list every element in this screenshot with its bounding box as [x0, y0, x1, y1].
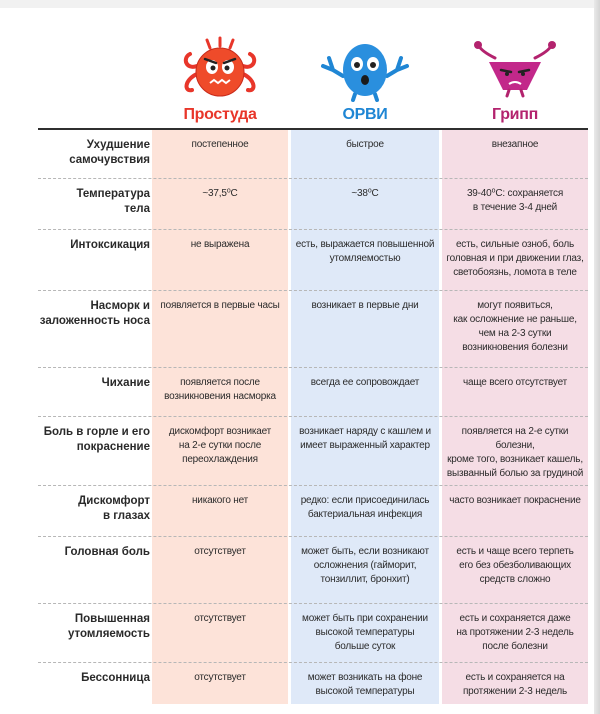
- table-row: [38, 130, 588, 179]
- table-row: [38, 417, 588, 486]
- table-row: [38, 663, 588, 703]
- flu-value: появляется на 2-е сутки болезни, кроме того, возникает кашель, вызванный болью за грудиной: [446, 426, 584, 479]
- table-row: [38, 537, 588, 604]
- arvi-value: возникает в первые дни: [311, 300, 419, 311]
- row-label: Чихание: [101, 377, 150, 389]
- cold-value: не выражена: [190, 239, 250, 250]
- arvi-value: всегда ее сопровождает: [310, 377, 420, 388]
- flu-value: могут появиться, как осложнение не раньше, чем на 2-3 сутки возникновения болезни: [453, 300, 577, 353]
- flu-value: часто возникает покраснение: [449, 495, 581, 506]
- row-label: Интоксикация: [70, 239, 150, 251]
- right-edge-shadow: [594, 0, 600, 714]
- arvi-value: может возникать на фоне высокой температуры: [307, 672, 423, 697]
- arvi-value: может быть при сохранении высокой температуры больше суток: [302, 613, 428, 652]
- cold-value: постепенное: [191, 139, 249, 150]
- row-label: Насморк и заложенность носа: [39, 300, 150, 327]
- flu-value: внезапное: [491, 139, 539, 150]
- blue-virus-icon: [315, 36, 415, 102]
- cold-value: отсутствует: [194, 613, 246, 624]
- cold-value: никакого нет: [191, 495, 248, 506]
- arvi-value: есть, выражается повышенной утомляемостью: [295, 239, 435, 264]
- table-row: [38, 486, 588, 537]
- row-label: Головная боль: [64, 546, 150, 558]
- arvi-value: возникает наряду с кашлем и имеет выраженный характер: [299, 426, 431, 451]
- row-label: Боль в горле и его покраснение: [43, 426, 150, 453]
- top-shade: [0, 0, 600, 8]
- arvi-value: ~38⁰С: [351, 188, 379, 199]
- arvi-value: может быть, если возникают осложнения (гайморит, тонзиллит, бронхит): [301, 546, 429, 585]
- column-title-arvi: ОРВИ: [342, 106, 388, 123]
- cold-value: дискомфорт возникает на 2-е сутки после переохлаждения: [168, 426, 272, 465]
- row-label: Повышенная утомляемость: [68, 613, 150, 640]
- flu-value: есть, сильные озноб, боль головная и при движении глаз, светобоязнь, ломота в теле: [446, 239, 584, 278]
- column-title-flu: Грипп: [492, 106, 538, 123]
- row-label: Дискомфорт в глазах: [78, 495, 150, 522]
- arvi-value: редко: если присоединилась бактериальная инфекция: [300, 495, 430, 520]
- cold-value: ~37,5⁰С: [202, 188, 238, 199]
- row-label: Температура тела: [76, 188, 150, 215]
- flu-value: 39-40⁰С: сохраняется в течение 3-4 дней: [466, 188, 564, 213]
- cold-value: появляется после возникновения насморка: [164, 377, 276, 402]
- flu-value: есть и чаще всего терпеть его без обезболивающих средств сложно: [456, 546, 574, 585]
- column-header-flu: [442, 36, 588, 128]
- arvi-value: быстрое: [346, 139, 384, 150]
- flu-value: чаще всего отсутствует: [462, 377, 567, 388]
- table-row: [38, 230, 588, 291]
- cold-value: появляется в первые часы: [160, 300, 280, 311]
- flu-value: есть и сохраняется на протяжении 2-3 недель: [462, 672, 568, 697]
- column-title-cold: Простуда: [183, 106, 257, 123]
- cold-value: отсутствует: [194, 672, 246, 683]
- table-row: [38, 368, 588, 417]
- column-header-cold: [152, 36, 288, 128]
- magenta-virus-icon: [465, 36, 565, 102]
- table-row: [38, 179, 588, 230]
- table-row: [38, 604, 588, 663]
- red-virus-icon: [170, 36, 270, 102]
- row-label: Ухудшение самочувствия: [69, 139, 150, 166]
- column-header-arvi: [291, 36, 439, 128]
- flu-value: есть и сохраняется даже на протяжении 2-3 недель после болезни: [456, 613, 574, 652]
- cold-value: отсутствует: [194, 546, 246, 557]
- table-row: [38, 291, 588, 368]
- row-label: Бессонница: [81, 672, 150, 684]
